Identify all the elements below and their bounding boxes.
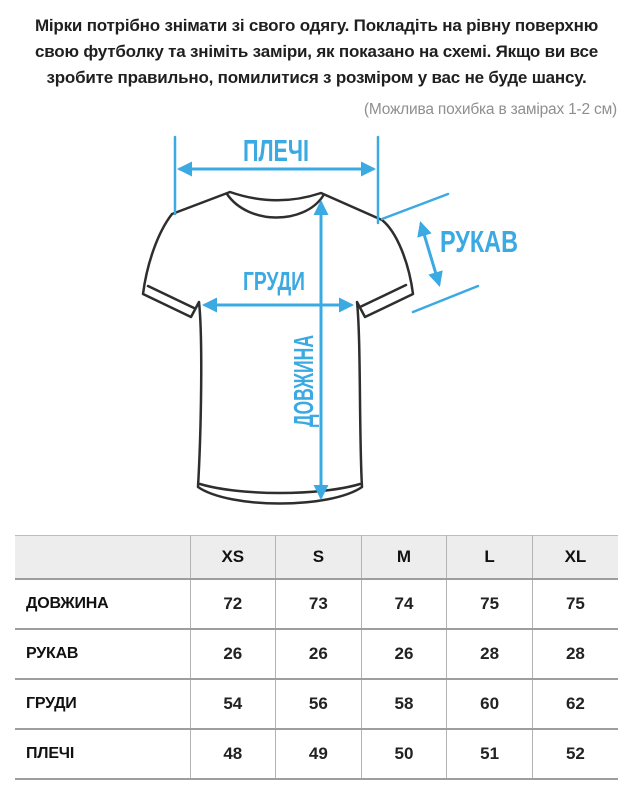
column-header-s: S [276,536,362,580]
table-header-row [15,536,618,580]
column-header-xs: XS [190,536,276,580]
shoulders-label: ПЛЕЧІ [243,135,309,168]
value-cell: 28 [447,629,533,679]
value-cell: 54 [190,679,276,729]
column-header-m: M [361,536,447,580]
value-cell: 58 [361,679,447,729]
value-cell: 74 [361,579,447,629]
value-cell: 26 [276,629,362,679]
chest-label: ГРУДИ [243,266,305,296]
tshirt-measurement-diagram [0,135,633,535]
table-row-sleeve [15,629,618,679]
value-cell: 48 [190,729,276,779]
sleeve-extension-top [382,194,448,219]
row-label-cell: ПЛЕЧІ [26,745,75,762]
value-cell: 52 [532,729,618,779]
value-cell: 49 [276,729,362,779]
length-label: ДОВЖИНА [288,280,319,427]
table-row-length [15,579,618,629]
row-label-cell: ДОВЖИНА [26,595,109,612]
sleeve-label: РУКАВ [440,224,518,259]
intro-line-1: Мірки потрібно знімати зі свого одягу. Покладіть на рівну поверхню [34,16,599,35]
intro-line-3: зробите правильно, помилитися з розміром у вас не буде шансу. [46,68,587,87]
table-row-chest [15,679,618,729]
value-cell: 75 [447,579,533,629]
row-label-cell: ГРУДИ [26,695,77,712]
size-table-wrap [15,535,618,780]
value-cell: 75 [532,579,618,629]
value-cell: 62 [532,679,618,729]
value-cell: 73 [276,579,362,629]
column-header-l: L [447,536,533,580]
corner-cell [15,536,190,580]
value-cell: 28 [532,629,618,679]
value-cell: 26 [190,629,276,679]
sleeve-extension-bottom [413,286,478,312]
row-label-cell: РУКАВ [26,645,79,662]
value-cell: 51 [447,729,533,779]
table-row-shoulders [15,729,618,779]
sleeve-arrow [421,224,439,284]
value-cell: 26 [361,629,447,679]
intro-text [0,0,633,91]
column-header-xl: XL [532,536,618,580]
size-table [15,535,618,780]
value-cell: 50 [361,729,447,779]
value-cell: 72 [190,579,276,629]
tshirt-outline [143,192,413,504]
value-cell: 56 [276,679,362,729]
value-cell: 60 [447,679,533,729]
tolerance-note: (Можлива похибка в замірах 1-2 см) [363,101,617,118]
intro-line-2: свою футболку та зніміть заміри, як показано на схемі. Якщо ви все [35,42,598,61]
